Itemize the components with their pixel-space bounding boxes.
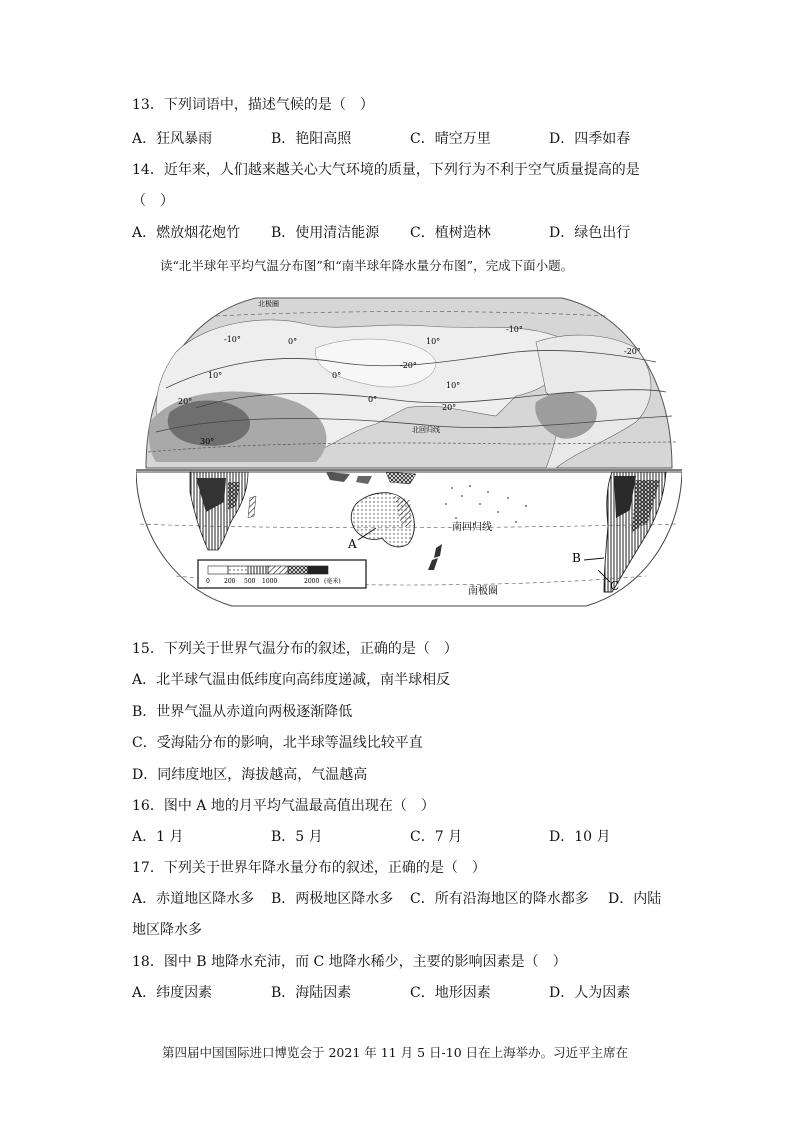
q16-option-b: B．5 月 [271,829,323,845]
isotherm-label: 20° [178,397,193,406]
q17-option-c: C．所有沿海地区的降水都多 [410,891,589,907]
q13-option-a: A．狂风暴雨 [132,131,213,147]
q18-option-b: B．海陆因素 [271,985,352,1001]
q15-option-a: A．北半球气温由低纬度向高纬度递减，南半球相反 [132,672,451,688]
point-a-label: A [348,537,357,551]
point-b-label: B [572,551,581,565]
footer-passage-text: 第四届中国国际进口博览会于 2021 年 11 月 5 日-10 日在上海举办。习近平主席在 [162,1045,629,1060]
isotherm-label: 10° [426,337,441,346]
legend-unit: (毫米) [324,578,341,585]
q15-option-b: B．世界气温从赤道向两极逐渐降低 [132,704,353,720]
q16-option-a: A．1 月 [132,829,184,845]
q17-option-b: B．两极地区降水多 [271,891,394,907]
legend-tick: 1000 [262,578,278,585]
q16-option-d: D．10 月 [549,829,611,845]
q14-option-d: D．绿色出行 [549,225,631,241]
q14-option-c: C．植树造林 [410,225,491,241]
legend-tick: 2000 [304,578,320,585]
antarctic-circle-label: 南极圈 [468,586,498,597]
q13-option-d: D．四季如春 [549,131,631,147]
tropic-of-cancer-label: 北回归线 [412,426,440,434]
q14-option-b: B．使用清洁能源 [271,225,380,241]
map-intro-text: 读“北半球年平均气温分布图”和“南半球年降水量分布图”，完成下面小题。 [160,258,574,273]
question-14-stem: 14．近年来，人们越来越关心大气环境的质量，下列行为不利于空气质量提高的是 [132,162,640,178]
arctic-circle-label: 北极圈 [258,300,279,308]
q16-option-c: C．7 月 [410,829,463,845]
isotherm-label: 0° [288,337,298,346]
q17-option-a: A．赤道地区降水多 [132,891,255,907]
precipitation-legend [198,560,366,588]
q14-option-a: A．燃放烟花炮竹 [132,225,241,241]
question-18-stem: 18．图中 B 地降水充沛，而 C 地降水稀少，主要的影响因素是（ ） [132,954,567,970]
isotherm-label: 0° [332,371,342,380]
isotherm-label: 20° [442,403,457,412]
question-14-stem-cont: （ ） [132,193,174,209]
q13-option-c: C．晴空万里 [410,131,491,147]
q17-option-d: D．内陆 [608,891,662,907]
q13-option-b: B．艳阳高照 [271,131,352,147]
question-16-stem: 16．图中 A 地的月平均气温最高值出现在（ ） [132,798,435,814]
isotherm-label: 10° [446,381,461,390]
isotherm-label: 10° [208,371,223,380]
legend-tick: 0 [206,578,210,585]
q17-option-d-cont: 地区降水多 [132,922,202,938]
isotherm-label: -20° [400,361,417,370]
world-climate-map [136,292,682,608]
q15-option-d: D．同纬度地区，海拔越高，气温越高 [132,767,368,783]
question-13-stem: 13．下列词语中，描述气候的是（ ） [132,97,374,113]
q18-option-c: C．地形因素 [410,985,491,1001]
q18-option-a: A．纬度因素 [132,985,213,1001]
isotherm-label: 0° [368,395,378,404]
isotherm-label: -10° [506,325,523,334]
legend-tick: 200 [224,578,236,585]
tropic-of-capricorn-label: 南回归线 [452,522,492,533]
question-17-stem: 17．下列关于世界年降水量分布的叙述，正确的是（ ） [132,860,486,876]
question-15-stem: 15．下列关于世界气温分布的叙述，正确的是（ ） [132,641,458,657]
q15-option-c: C．受海陆分布的影响，北半球等温线比较平直 [132,735,423,751]
q18-option-d: D．人为因素 [549,985,631,1001]
isotherm-label: 30° [200,437,215,446]
point-c-label: C [610,579,620,593]
legend-tick: 500 [244,578,256,585]
isotherm-label: -20° [624,347,641,356]
isotherm-label: -10° [224,335,241,344]
